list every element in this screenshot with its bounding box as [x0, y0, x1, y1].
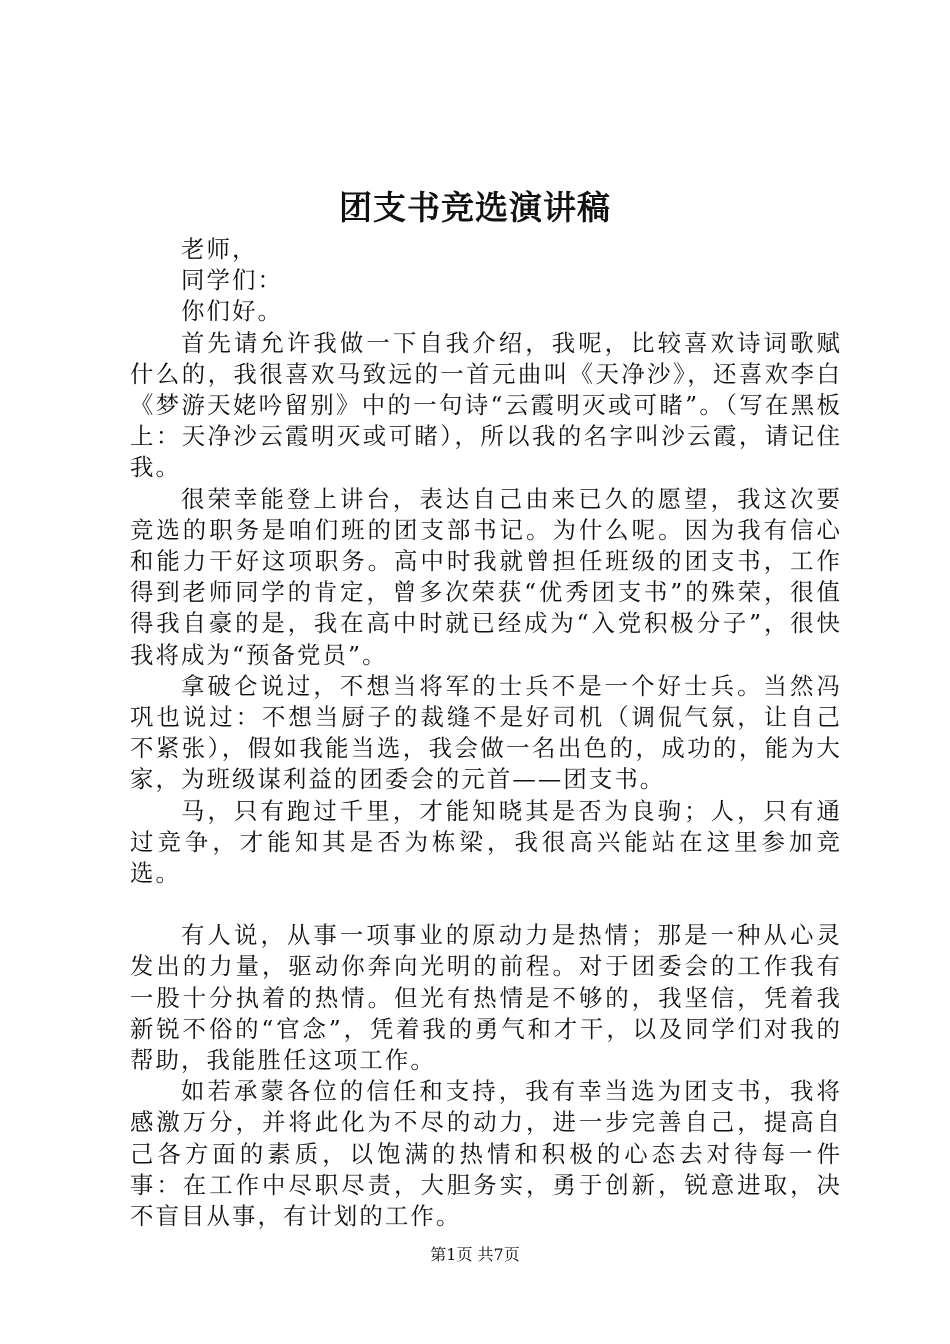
paragraph-introduction: 首先请允许我做一下自我介绍，我呢，比较喜欢诗词歌赋什么的，我很喜欢马致远的一首元曲叫《天净沙》，还喜欢李白《梦游天姥吟留别》中的一句诗“云霞明灭或可睹”。（写在黑板上：天净沙云霞明灭或可睹），所以我的名字叫沙云霞，请记住我。 — [130, 328, 842, 482]
salutation-classmates: 同学们： — [181, 266, 283, 295]
paragraph-napoleon: 拿破仑说过，不想当将军的士兵不是一个好士兵。当然冯巩也说过：不想当厨子的裁缝不是好司机（调侃气氛，让自己不紧张），假如我能当选，我会做一名出色的，成功的，能为大家，为班级谋利益的团委会的元首——团支书。 — [130, 671, 842, 794]
document-title: 团支书竞选演讲稿 — [339, 188, 611, 227]
paragraph-commitment: 如若承蒙各位的信任和支持，我有幸当选为团支书，我将感激万分，并将此化为不尽的动力，进一步完善自己，提高自己各方面的素质，以饱满的热情和积极的心态去对待每一件事：在工作中尽职尽责，大胆务实，勇于创新，锐意进取，决不盲目从事，有计划的工作。 — [130, 1077, 842, 1231]
document-body — [130, 234, 842, 1232]
page-number-footer: 第1页 共7页 — [430, 1245, 520, 1264]
salutation-teacher: 老师， — [181, 235, 258, 263]
greeting: 你们好。 — [181, 297, 283, 326]
paragraph-competition: 马，只有跑过千里，才能知晓其是否为良驹；人，只有通过竞争，才能知其是否为栋梁，我很高兴能站在这里参加竞选。 — [130, 796, 842, 888]
paragraph-position: 很荣幸能登上讲台，表达自己由来已久的愿望，我这次要竞选的职务是咱们班的团支部书记。为什么呢。因为我有信心和能力干好这项职务。高中时我就曾担任班级的团支书，工作得到老师同学的肯定，曾多次荣获“优秀团支书”的殊荣，很值得我自豪的是，我在高中时就已经成为“入党积极分子”，很快我将成为“预备党员”。 — [130, 484, 842, 669]
paragraph-passion: 有人说，从事一项事业的原动力是热情；那是一种从心灵发出的力量，驱动你奔向光明的前程。对于团委会的工作我有一股十分执着的热情。但光有热情是不够的，我坚信，凭着我新锐不俗的“官念”，凭着我的勇气和才干，以及同学们对我的帮助，我能胜任这项工作。 — [130, 921, 842, 1075]
